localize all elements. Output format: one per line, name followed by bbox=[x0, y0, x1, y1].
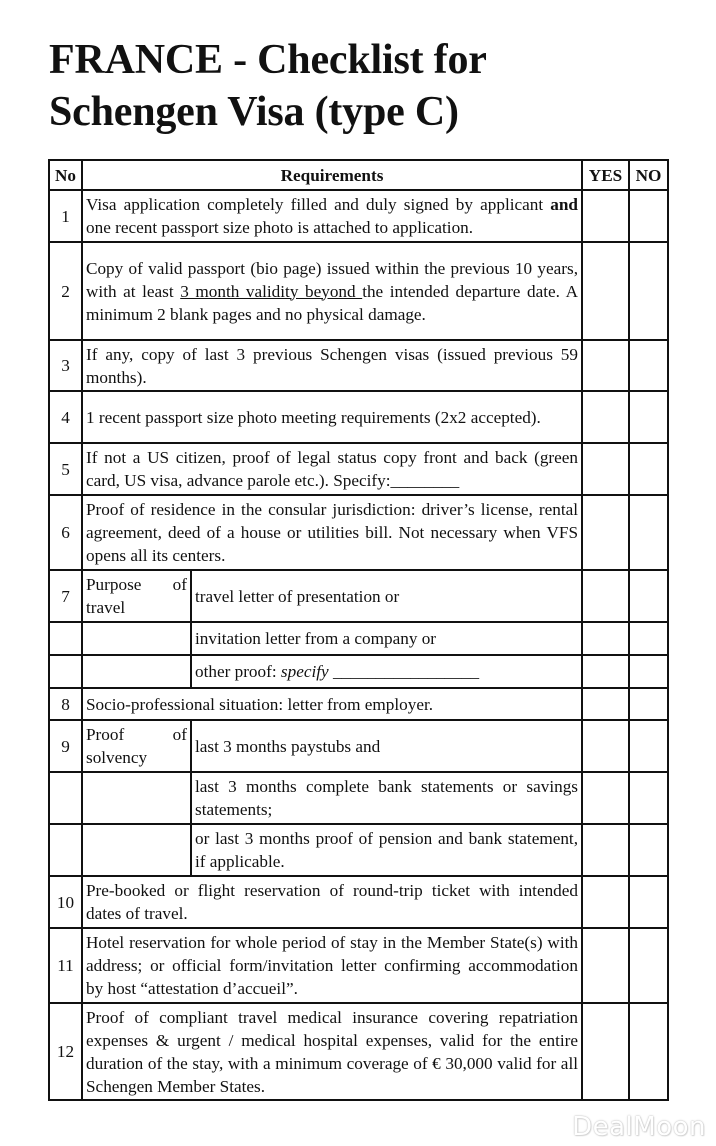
table-row bbox=[49, 876, 668, 928]
requirement-text bbox=[82, 190, 582, 242]
row-number: 10 bbox=[49, 876, 82, 928]
row-number-empty bbox=[49, 824, 82, 876]
yes-checkbox-cell[interactable] bbox=[582, 688, 629, 720]
no-checkbox-cell[interactable] bbox=[629, 190, 668, 242]
row-number: 11 bbox=[49, 928, 82, 1003]
no-checkbox-cell[interactable] bbox=[629, 772, 668, 824]
yes-checkbox-cell[interactable] bbox=[582, 824, 629, 876]
row-number: 8 bbox=[49, 688, 82, 720]
table-row bbox=[49, 928, 668, 1003]
requirement-text: Socio-professional situation: letter from employer. bbox=[82, 688, 582, 720]
requirement-text-italic: specify bbox=[280, 662, 329, 681]
yes-checkbox-cell[interactable] bbox=[582, 720, 629, 772]
row-number: 4 bbox=[49, 391, 82, 443]
requirement-category-empty bbox=[82, 824, 191, 876]
table-row bbox=[49, 1003, 668, 1100]
row-number: 6 bbox=[49, 495, 82, 570]
row-number: 1 bbox=[49, 190, 82, 242]
requirement-text: Proof of residence in the consular jurisdiction: driver’s license, rental agreement, deed of a house or utilities bill. Not necessary when VFS opens all its centers. bbox=[82, 495, 582, 570]
no-checkbox-cell[interactable] bbox=[629, 443, 668, 495]
requirement-text: Proof of compliant travel medical insurance covering repatriation expenses & urgent / medical hospital expenses, valid for the entire duration of the stay, with a minimum coverage of € 30,000 valid for all Schengen Member States. bbox=[82, 1003, 582, 1100]
yes-checkbox-cell[interactable] bbox=[582, 655, 629, 688]
yes-checkbox-cell[interactable] bbox=[582, 340, 629, 391]
yes-checkbox-cell[interactable] bbox=[582, 190, 629, 242]
title-line-2: Schengen Visa (type C) bbox=[49, 89, 459, 135]
requirement-text: 1 recent passport size photo meeting requirements (2x2 accepted). bbox=[82, 391, 582, 443]
no-checkbox-cell[interactable] bbox=[629, 655, 668, 688]
header-requirements: Requirements bbox=[82, 160, 582, 190]
requirement-text-part: the intended departure date. A minimum 2 blank pages and no physical damage. bbox=[86, 281, 578, 324]
no-checkbox-cell[interactable] bbox=[629, 570, 668, 622]
no-checkbox-cell[interactable] bbox=[629, 391, 668, 443]
header-no: No bbox=[49, 160, 82, 190]
requirement-text-bold: and bbox=[550, 195, 578, 214]
specify-blank[interactable]: _________________ bbox=[332, 662, 480, 681]
requirement-option: last 3 months paystubs and bbox=[191, 720, 582, 772]
requirement-category: Purpose of travel bbox=[82, 570, 191, 622]
requirement-text-part: one recent passport size photo is attached to application. bbox=[86, 218, 474, 237]
no-checkbox-cell[interactable] bbox=[629, 495, 668, 570]
requirement-text-part: other proof: bbox=[195, 662, 281, 681]
yes-checkbox-cell[interactable] bbox=[582, 928, 629, 1003]
requirement-text-part: Copy of valid passport (bio page) issued within the previous 10 years, with at least bbox=[86, 258, 578, 301]
table-row bbox=[49, 391, 668, 443]
no-checkbox-cell[interactable] bbox=[629, 928, 668, 1003]
row-number: 9 bbox=[49, 720, 82, 772]
table-row bbox=[49, 190, 668, 242]
yes-checkbox-cell[interactable] bbox=[582, 622, 629, 655]
title-line-1: FRANCE - Checklist for bbox=[49, 37, 487, 83]
page-title bbox=[49, 34, 487, 138]
row-number-empty bbox=[49, 655, 82, 688]
yes-checkbox-cell[interactable] bbox=[582, 443, 629, 495]
requirement-option: or last 3 months proof of pension and bank statement, if applicable. bbox=[191, 824, 582, 876]
header-no-answer: NO bbox=[629, 160, 668, 190]
table-row bbox=[49, 495, 668, 570]
row-number: 12 bbox=[49, 1003, 82, 1100]
row-number: 3 bbox=[49, 340, 82, 391]
row-number-empty bbox=[49, 622, 82, 655]
requirement-text: If any, copy of last 3 previous Schengen visas (issued previous 59 months). bbox=[82, 340, 582, 391]
requirement-option: last 3 months complete bank statements or savings statements; bbox=[191, 772, 582, 824]
yes-checkbox-cell[interactable] bbox=[582, 772, 629, 824]
row-number: 7 bbox=[49, 570, 82, 622]
no-checkbox-cell[interactable] bbox=[629, 688, 668, 720]
no-checkbox-cell[interactable] bbox=[629, 340, 668, 391]
requirement-category-empty bbox=[82, 622, 191, 655]
row-number-empty bbox=[49, 772, 82, 824]
row-number: 5 bbox=[49, 443, 82, 495]
no-checkbox-cell[interactable] bbox=[629, 876, 668, 928]
table-row bbox=[49, 655, 668, 688]
yes-checkbox-cell[interactable] bbox=[582, 570, 629, 622]
no-checkbox-cell[interactable] bbox=[629, 622, 668, 655]
no-checkbox-cell[interactable] bbox=[629, 720, 668, 772]
requirement-option bbox=[191, 655, 582, 688]
no-checkbox-cell[interactable] bbox=[629, 1003, 668, 1100]
yes-checkbox-cell[interactable] bbox=[582, 391, 629, 443]
requirement-text bbox=[82, 443, 582, 495]
yes-checkbox-cell[interactable] bbox=[582, 1003, 629, 1100]
watermark-logo: DealMoon bbox=[572, 1112, 706, 1142]
yes-checkbox-cell[interactable] bbox=[582, 242, 629, 340]
requirement-text-underlined: 3 month validity beyond bbox=[180, 281, 363, 301]
requirement-text-part: If not a US citizen, proof of legal status copy front and back (green card, US visa, advance parole etc.). Specify: bbox=[86, 448, 578, 490]
table-row bbox=[49, 772, 668, 824]
header-yes: YES bbox=[582, 160, 629, 190]
requirement-category-empty bbox=[82, 772, 191, 824]
table-row bbox=[49, 242, 668, 340]
table-row bbox=[49, 570, 668, 622]
no-checkbox-cell[interactable] bbox=[629, 242, 668, 340]
requirement-option: invitation letter from a company or bbox=[191, 622, 582, 655]
no-checkbox-cell[interactable] bbox=[629, 824, 668, 876]
yes-checkbox-cell[interactable] bbox=[582, 495, 629, 570]
requirement-category-empty bbox=[82, 655, 191, 688]
table-row bbox=[49, 622, 668, 655]
requirement-text: Pre-booked or flight reservation of round-trip ticket with intended dates of travel. bbox=[82, 876, 582, 928]
table-row bbox=[49, 824, 668, 876]
requirement-option: travel letter of presentation or bbox=[191, 570, 582, 622]
table-row bbox=[49, 340, 668, 391]
yes-checkbox-cell[interactable] bbox=[582, 876, 629, 928]
requirement-text: Hotel reservation for whole period of stay in the Member State(s) with address; or official form/invitation letter confirming accommodation by host “attestation d’accueil”. bbox=[82, 928, 582, 1003]
requirement-category: Proof of solvency bbox=[82, 720, 191, 772]
checklist-table bbox=[48, 159, 669, 1101]
table-row bbox=[49, 688, 668, 720]
header-row bbox=[49, 160, 668, 190]
specify-blank[interactable]: ________ bbox=[390, 471, 460, 490]
row-number: 2 bbox=[49, 242, 82, 340]
table-row bbox=[49, 720, 668, 772]
requirement-text bbox=[82, 242, 582, 340]
table-row bbox=[49, 443, 668, 495]
requirement-text-part: Visa application completely filled and duly signed by applicant bbox=[86, 195, 551, 214]
